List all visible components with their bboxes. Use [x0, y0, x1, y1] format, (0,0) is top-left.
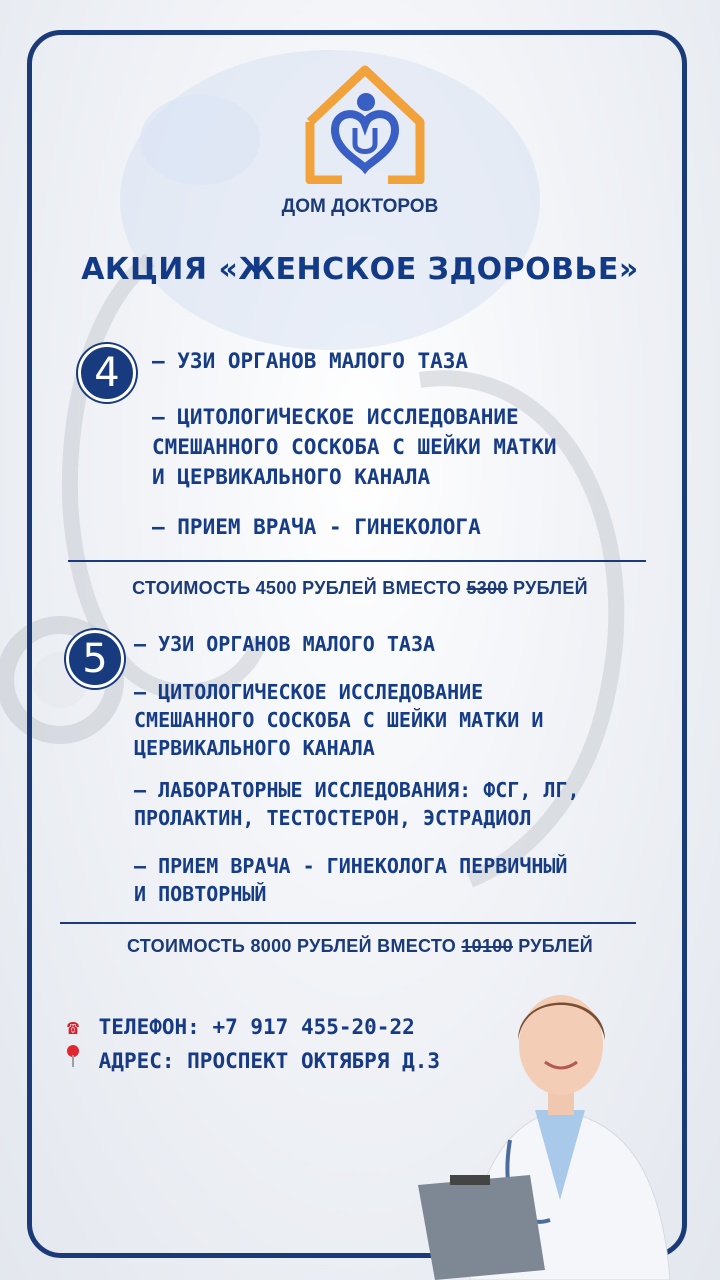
- package-item: – ЦИТОЛОГИЧЕСКОЕ ИССЛЕДОВАНИЕ СМЕШАННОГО СОСКОБА С ШЕЙКИ МАТКИ И ЦЕРВИКАЛЬНОГО КАНАЛА: [134, 680, 544, 760]
- old-price: 5300: [466, 578, 508, 598]
- page-title: АКЦИЯ «ЖЕНСКОЕ ЗДОРОВЬЕ»: [81, 252, 639, 287]
- address-text: АДРЕС: ПРОСПЕКТ ОКТЯБРЯ Д.3: [98, 1049, 441, 1073]
- package-item: – ПРИЕМ ВРАЧА - ГИНЕКОЛОГА: [152, 515, 481, 539]
- address-line: [60, 1044, 440, 1076]
- pin-icon: [60, 1044, 86, 1076]
- dom-doktorov-logo-icon: [300, 62, 430, 184]
- package-item: – УЗИ ОРГАНОВ МАЛОГО ТАЗА: [134, 632, 436, 656]
- package-price: СТОИМОСТЬ 8000 РУБЛЕЙ ВМЕСТО 10100 РУБЛЕЙ: [126, 936, 594, 956]
- package-item: – ЛАБОРАТОРНЫЕ ИССЛЕДОВАНИЯ: ФСГ, ЛГ, ПРОЛАКТИН, ТЕСТОСТЕРОН, ЭСТРАДИОЛ: [134, 778, 580, 830]
- package-number-badge: 5: [66, 630, 124, 688]
- telephone-icon: ☎: [66, 1015, 80, 1039]
- package-item: – ЦИТОЛОГИЧЕСКОЕ ИССЛЕДОВАНИЕ СМЕШАННОГО СОСКОБА С ШЕЙКИ МАТКИ И ЦЕРВИКАЛЬНОГО КАНАЛА: [152, 405, 557, 489]
- phone-text: ТЕЛЕФОН: +7 917 455-20-22: [98, 1015, 415, 1039]
- doctor-photo: [410, 970, 690, 1280]
- package-number-badge: 4: [78, 344, 136, 402]
- brand-name: ДОМ ДОКТОРОВ: [281, 196, 439, 217]
- package-price: СТОИМОСТЬ 4500 РУБЛЕЙ ВМЕСТО 5300 РУБЛЕЙ: [132, 578, 588, 598]
- phone-line: [60, 1012, 415, 1042]
- divider: [68, 560, 646, 562]
- old-price: 10100: [461, 936, 513, 956]
- divider: [60, 922, 636, 924]
- package-item: – ПРИЕМ ВРАЧА - ГИНЕКОЛОГА ПЕРВИЧНЫЙ И ПОВТОРНЫЙ: [134, 854, 568, 906]
- package-item: – УЗИ ОРГАНОВ МАЛОГО ТАЗА: [152, 349, 469, 373]
